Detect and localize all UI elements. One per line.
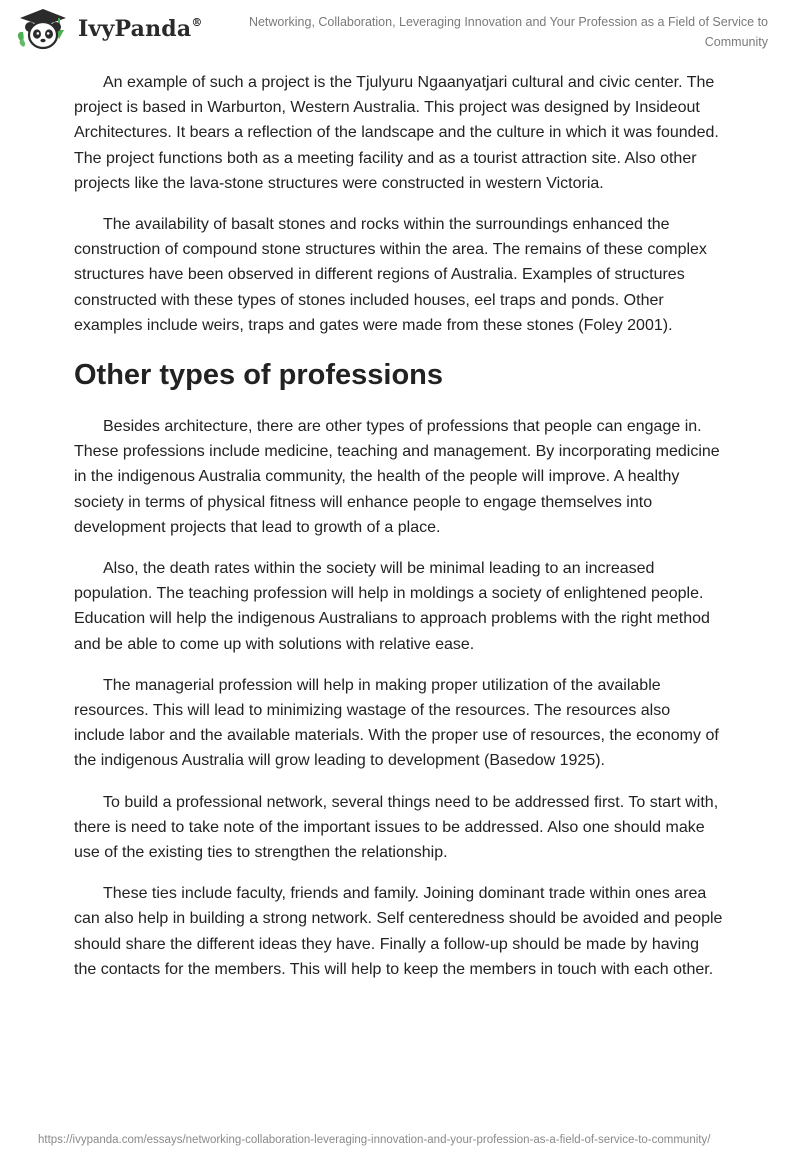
- paragraph: To build a professional network, several things need to be addressed first. To start with, there is need to take note of the important issues to be addressed. Also one should make use of the existing ties to strengthen the relationship.: [74, 793, 719, 862]
- essay-body: [74, 70, 724, 998]
- source-url[interactable]: https://ivypanda.com/essays/networking-collaboration-leveraging-innovation-and-your-profession-as-a-field-of-service-to-community/: [38, 1134, 711, 1146]
- section-heading: Other types of professions: [74, 359, 444, 392]
- paragraph: Besides architecture, there are other types of professions that people can engage in. These professions include medicine, teaching and management. By incorporating medicine in the indigenous Australia community, the health of the people will improve. A healthy society in terms of physical fitness will enhance people to engage themselves into development projects that lead to growth of a place.: [74, 418, 720, 536]
- paragraph: An example of such a project is the Tjulyuru Ngaanyatjari cultural and civic center. The project is based in Warburton, Western Australia. This project was designed by Insideout Architectures. It bears a reflection of the landscape and the culture in which it was founded. The project functions both as a meeting facility and as a tourist attraction site. Also other projects like the lava-stone structures were constructed in western Victoria.: [74, 74, 719, 192]
- ivypanda-logo[interactable]: [14, 7, 203, 51]
- page-header: [0, 0, 800, 62]
- paragraph: Also, the death rates within the society will be minimal leading to an increased population. The teaching profession will help in moldings a society of enlightened people. Education will help the indigenous Australians to approach problems with the right method and be able to come up with solutions with relative ease.: [74, 560, 710, 653]
- document-title: Networking, Collaboration, Leveraging Innovation and Your Profession as a Field of Service to Community: [248, 15, 768, 49]
- panda-graduation-cap-icon: [14, 7, 72, 51]
- paragraph: The managerial profession will help in making proper utilization of the available resources. This will lead to minimizing wastage of the resources. The resources also include labor and the available materials. With the proper use of resources, the economy of the indigenous Australia will grow leading to development (Basedow 1925).: [74, 676, 719, 770]
- logo-wordmark: IvyPanda®: [78, 16, 203, 42]
- paragraph: The availability of basalt stones and rocks within the surroundings enhanced the construction of compound stone structures within the area. The remains of these complex structures have been observed in different regions of Australia. Examples of structures constructed with these types of stones included houses, eel traps and ponds. Other examples include weirs, traps and gates were made from these stones (Foley 2001).: [74, 216, 707, 334]
- paragraph: These ties include faculty, friends and family. Joining dominant trade within ones area can also help in building a strong network. Self centeredness should be avoided and people should share the different ideas they have. Finally a follow-up should be made by having the contacts for the members. This will help to keep the members in touch with each other.: [74, 885, 723, 978]
